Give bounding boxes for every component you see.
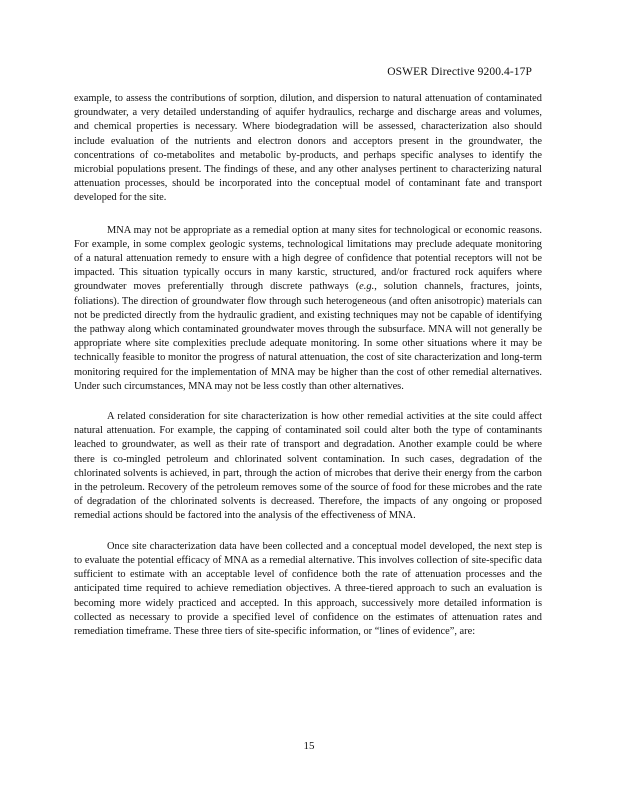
paragraph-text: example, to assess the contributions of sorption, dilution, and dispersion to natural attenuation of contaminated groundwater, a very detailed understanding of aquifer hydraulics, recharge and discharge areas and volumes, and chemical properties is necessary. Where biodegradation will be assessed, characterization also should include evaluation of the nutrients and electron donors and acceptors present in the groundwater, the concentrations of co-metabolites and metabolic by-products, and perhaps specific analyses to identify the microbial populations present. The findings of these, and any other analyses pertinent to characterizing natural attenuation processes, should be incorporated into the conceptual model of contaminant fate and transport developed for the site. bbox=[74, 93, 542, 204]
paragraph-mna-appropriateness bbox=[74, 224, 542, 394]
paragraph-characterization-detail bbox=[74, 92, 542, 206]
paragraph-text: A related consideration for site characterization is how other remedial activities at the site could affect natural attenuation. For example, the capping of contaminated soil could alter both the type of contaminants leached to groundwater, as well as their rate of transport and degradation. Another example could be where there is co-mingled petroleum and chlorinated solvent contamination. In such cases, degradation of the chlorinated solvents is achieved, in part, through the action of microbes that derive their energy from the carbon in the petroleum. Recovery of the petroleum removes some of the source of food for these microbes and the rate of degradation of the chlorinated solvents is decreased. Therefore, the impacts of any ongoing or proposed remedial actions should be factored into the analysis of the effectiveness of MNA. bbox=[74, 411, 542, 522]
document-body bbox=[74, 92, 542, 655]
directive-header: OSWER Directive 9200.4-17P bbox=[387, 66, 532, 78]
paragraph-evaluation-tiers bbox=[74, 540, 542, 639]
paragraph-text: Once site characterization data have been collected and a conceptual model developed, the next step is to evaluate the potential efficacy of MNA as a remedial alternative. This involves collection of site-specific data sufficient to estimate with an acceptable level of confidence both the rate of attenuation processes and the anticipated time required to achieve remediation objectives. A three-tiered approach to such an evaluation is becoming more widely practiced and accepted. In this approach, successively more detailed information is collected as necessary to provide a specified level of confidence on the estimates of attenuation rates and remediation timeframe. These three tiers of site-specific information, or “lines of evidence”, are: bbox=[74, 540, 542, 637]
page-number: 15 bbox=[303, 740, 315, 752]
paragraph-related-consideration bbox=[74, 410, 542, 524]
paragraph-text: MNA may not be appropriate as a remedial option at many sites for technological or economic reasons. For example, in some complex geologic systems, technological limitations may preclude adequate monitoring of a natural attenuation remedy to ensure with a high degree of confidence that potential receptors will not be impacted. This situation typically occurs in many karstic, structured, and/or fractured rock aquifers where groundwater moves preferentially through discrete pathways ( bbox=[74, 224, 542, 293]
italic-abbreviation: e.g. bbox=[359, 281, 375, 293]
paragraph-text: , solution channels, fractures, joints, foliations). The direction of groundwater flow through such heterogeneous (and often anisotropic) materials can not be predicted directly from the hydraulic gradient, and existing techniques may not be capable of identifying the pathway along which contaminated groundwater moves through the subsurface. MNA will not generally be appropriate where site complexities preclude adequate monitoring. In some other situations where it may be technically feasible to monitor the progress of natural attenuation, the cost of site characterization and long-term monitoring required for the implementation of MNA may be higher than the cost of other remedial alternatives. Under such circumstances, MNA may not be less costly than other alternatives. bbox=[74, 281, 542, 392]
